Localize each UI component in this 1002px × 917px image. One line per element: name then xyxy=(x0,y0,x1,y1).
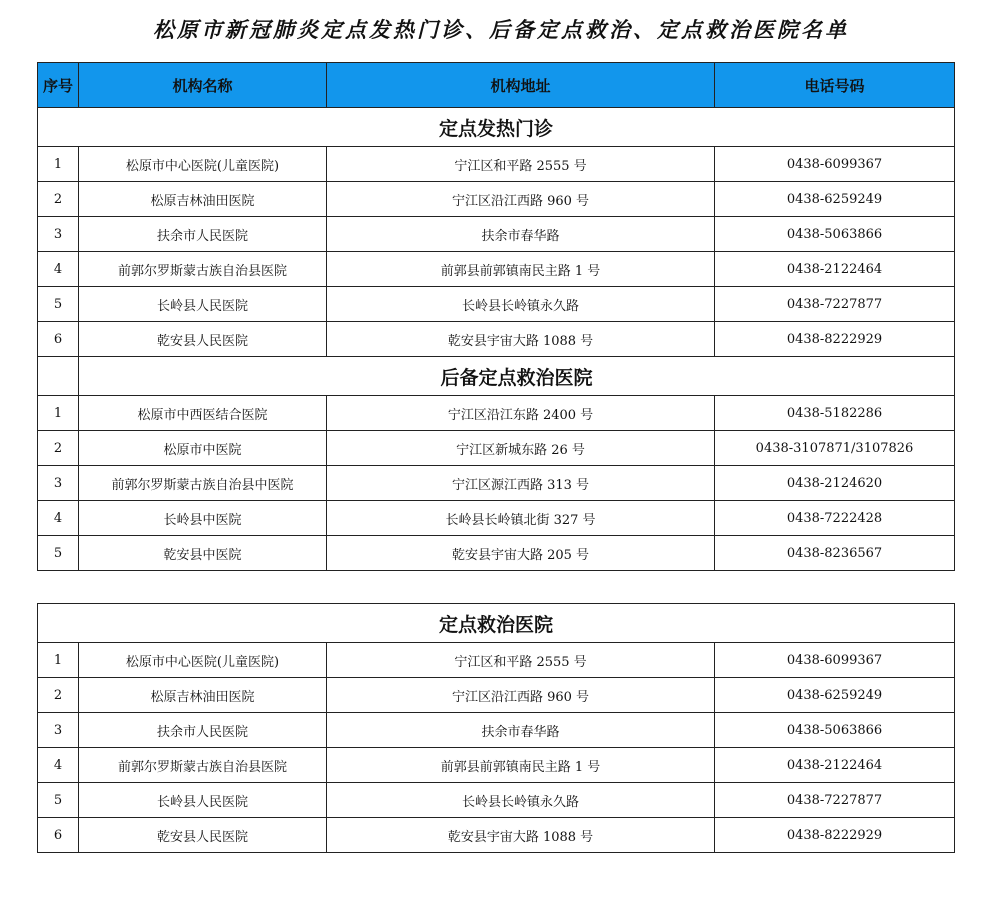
cell-address: 前郭县前郭镇南民主路 1 号 xyxy=(327,252,715,287)
section-row xyxy=(38,604,955,643)
page-title: 松原市新冠肺炎定点发热门诊、后备定点救治、定点救治医院名单 xyxy=(153,18,849,42)
table-row xyxy=(38,783,955,818)
cell-name: 乾安县中医院 xyxy=(79,536,327,571)
header-row xyxy=(38,63,955,108)
cell-name: 前郭尔罗斯蒙古族自治县医院 xyxy=(79,748,327,783)
cell-no: 2 xyxy=(38,678,79,713)
cell-no: 5 xyxy=(38,287,79,322)
table-row xyxy=(38,818,955,853)
table-row xyxy=(38,322,955,357)
cell-phone: 0438-8236567 xyxy=(715,536,955,571)
table-row xyxy=(38,748,955,783)
cell-name: 长岭县中医院 xyxy=(79,501,327,536)
cell-address: 乾安县宇宙大路 1088 号 xyxy=(327,818,715,853)
table-row xyxy=(38,252,955,287)
cell-no: 3 xyxy=(38,466,79,501)
cell-no: 4 xyxy=(38,252,79,287)
header-no: 序号 xyxy=(38,63,79,108)
cell-address: 宁江区沿江西路 960 号 xyxy=(327,182,715,217)
cell-phone: 0438-6259249 xyxy=(715,182,955,217)
cell-name: 扶余市人民医院 xyxy=(79,217,327,252)
cell-address: 宁江区源江西路 313 号 xyxy=(327,466,715,501)
header-name: 机构名称 xyxy=(79,63,327,108)
section-title-designated-hospitals: 定点救治医院 xyxy=(38,604,955,643)
cell-no: 3 xyxy=(38,217,79,252)
table-row xyxy=(38,217,955,252)
table-row xyxy=(38,396,955,431)
cell-phone: 0438-8222929 xyxy=(715,322,955,357)
cell-no: 2 xyxy=(38,182,79,217)
cell-address: 扶余市春华路 xyxy=(327,217,715,252)
cell-name: 松原吉林油田医院 xyxy=(79,678,327,713)
cell-address: 宁江区新城东路 26 号 xyxy=(327,431,715,466)
cell-no: 5 xyxy=(38,783,79,818)
cell-address: 宁江区沿江西路 960 号 xyxy=(327,678,715,713)
cell-no: 3 xyxy=(38,713,79,748)
cell-no: 6 xyxy=(38,322,79,357)
cell-no: 4 xyxy=(38,748,79,783)
cell-name: 松原市中西医结合医院 xyxy=(79,396,327,431)
cell-name: 乾安县人民医院 xyxy=(79,818,327,853)
hospital-table-designated xyxy=(37,603,955,853)
cell-phone: 0438-7227877 xyxy=(715,783,955,818)
cell-address: 扶余市春华路 xyxy=(327,713,715,748)
cell-phone: 0438-2124620 xyxy=(715,466,955,501)
table-row xyxy=(38,643,955,678)
cell-name: 松原吉林油田医院 xyxy=(79,182,327,217)
table-row xyxy=(38,678,955,713)
table-row xyxy=(38,713,955,748)
section-title-backup-hospitals: 后备定点救治医院 xyxy=(79,357,955,396)
cell-phone: 0438-6099367 xyxy=(715,643,955,678)
cell-phone: 0438-5063866 xyxy=(715,713,955,748)
cell-phone: 0438-6259249 xyxy=(715,678,955,713)
cell-name: 乾安县人民医院 xyxy=(79,322,327,357)
section-row xyxy=(38,108,955,147)
cell-phone: 0438-2122464 xyxy=(715,748,955,783)
cell-name: 前郭尔罗斯蒙古族自治县中医院 xyxy=(79,466,327,501)
cell-phone: 0438-5182286 xyxy=(715,396,955,431)
section-title-fever-clinic: 定点发热门诊 xyxy=(38,108,955,147)
cell-phone: 0438-6099367 xyxy=(715,147,955,182)
cell-address: 前郭县前郭镇南民主路 1 号 xyxy=(327,748,715,783)
cell-name: 扶余市人民医院 xyxy=(79,713,327,748)
cell-phone: 0438-2122464 xyxy=(715,252,955,287)
cell-name: 松原市中心医院(儿童医院) xyxy=(79,147,327,182)
cell-no: 1 xyxy=(38,643,79,678)
table-row xyxy=(38,287,955,322)
cell-address: 乾安县宇宙大路 205 号 xyxy=(327,536,715,571)
cell-address: 宁江区沿江东路 2400 号 xyxy=(327,396,715,431)
table-row xyxy=(38,147,955,182)
cell-name: 松原市中心医院(儿童医院) xyxy=(79,643,327,678)
table-row xyxy=(38,536,955,571)
table-row xyxy=(38,501,955,536)
cell-address: 乾安县宇宙大路 1088 号 xyxy=(327,322,715,357)
cell-address: 长岭县长岭镇永久路 xyxy=(327,287,715,322)
cell-no: 6 xyxy=(38,818,79,853)
cell-phone: 0438-5063866 xyxy=(715,217,955,252)
cell-phone: 0438-7222428 xyxy=(715,501,955,536)
cell-no: 2 xyxy=(38,431,79,466)
cell-phone: 0438-3107871/3107826 xyxy=(715,431,955,466)
table-row xyxy=(38,466,955,501)
cell-name: 长岭县人民医院 xyxy=(79,783,327,818)
cell-address: 长岭县长岭镇永久路 xyxy=(327,783,715,818)
cell-address: 宁江区和平路 2555 号 xyxy=(327,643,715,678)
cell-name: 前郭尔罗斯蒙古族自治县医院 xyxy=(79,252,327,287)
cell-address: 宁江区和平路 2555 号 xyxy=(327,147,715,182)
section-spacer-cell xyxy=(38,357,79,396)
cell-name: 长岭县人民医院 xyxy=(79,287,327,322)
cell-phone: 0438-7227877 xyxy=(715,287,955,322)
hospital-table-main xyxy=(37,62,955,571)
header-address: 机构地址 xyxy=(327,63,715,108)
cell-name: 松原市中医院 xyxy=(79,431,327,466)
cell-no: 5 xyxy=(38,536,79,571)
cell-no: 4 xyxy=(38,501,79,536)
table-row xyxy=(38,431,955,466)
cell-address: 长岭县长岭镇北街 327 号 xyxy=(327,501,715,536)
cell-no: 1 xyxy=(38,396,79,431)
section-row xyxy=(38,357,955,396)
table-row xyxy=(38,182,955,217)
cell-no: 1 xyxy=(38,147,79,182)
cell-phone: 0438-8222929 xyxy=(715,818,955,853)
header-phone: 电话号码 xyxy=(715,63,955,108)
